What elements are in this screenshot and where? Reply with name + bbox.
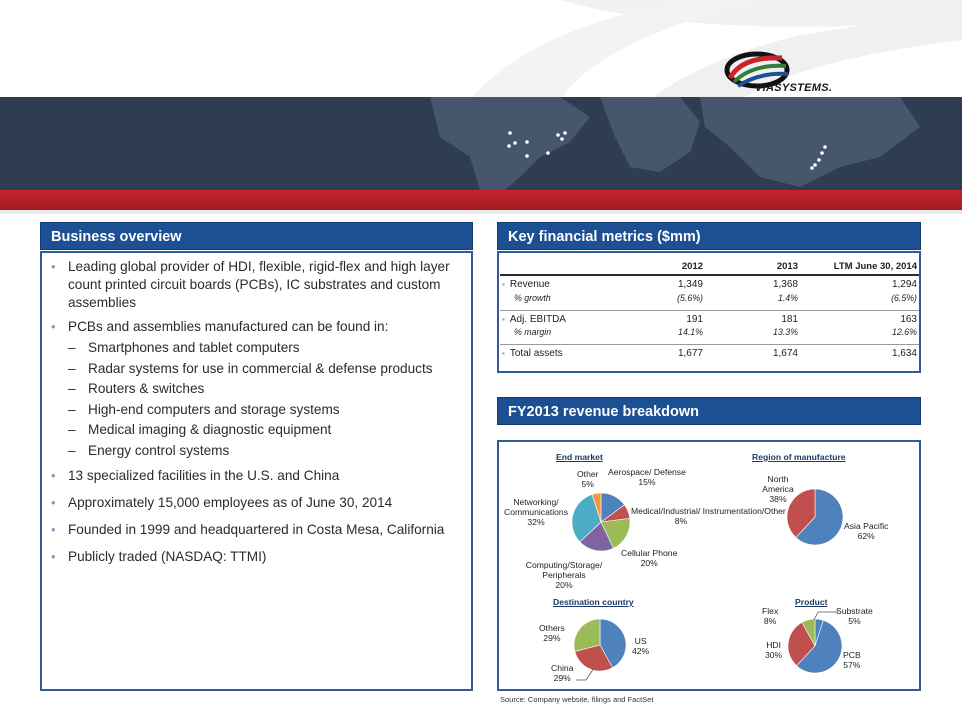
applications-sublist xyxy=(44,338,472,461)
column-header: 2012 xyxy=(630,258,705,275)
chart-title-product: Product xyxy=(795,597,828,607)
pie-label: North America 38% xyxy=(762,474,794,504)
overview-bullet xyxy=(44,548,472,566)
revenue-breakdown-header: FY2013 revenue breakdown xyxy=(497,397,921,425)
column-header: 2013 xyxy=(705,258,800,275)
pie-label: Medical/Industrial/ Instrumentation/Other 8% xyxy=(631,506,786,526)
bullet-icon: • xyxy=(51,259,56,274)
overview-bullet xyxy=(44,521,472,539)
end-market-pie xyxy=(570,491,632,553)
product-slices xyxy=(788,619,842,673)
pie-label: Substrate 5% xyxy=(836,606,873,626)
bullet-text: Approximately 15,000 employees as of June 30, 2014 xyxy=(68,495,393,510)
pie-label: Computing/Storage/ Peripherals 20% xyxy=(525,560,603,590)
bullet-text: Publicly traded (NASDAQ: TTMI) xyxy=(68,549,267,564)
chart-title-region: Region of manufacture xyxy=(752,452,846,462)
bullet-text: PCBs and assemblies manufactured can be found in: xyxy=(68,319,389,334)
pie-label: Cellular Phone 20% xyxy=(621,548,678,568)
chart-title-end-market: End market xyxy=(556,452,603,462)
table-row: ▪ Total assets 1,677 1,674 1,634 xyxy=(502,348,917,359)
logo-wordmark: VIASYSTEMS. xyxy=(755,82,833,94)
sub-item: – Routers & switches xyxy=(68,381,205,396)
table-header-row xyxy=(500,258,919,275)
overview-bullet xyxy=(44,318,472,336)
source-note: Source: Company website, filings and FactSet xyxy=(500,695,654,704)
china-leader-line xyxy=(574,664,598,682)
financial-metrics-header: Key financial metrics ($mm) xyxy=(497,222,921,250)
bullet-text: 13 specialized facilities in the U.S. and China xyxy=(68,468,340,483)
header-banner xyxy=(0,97,962,190)
end-market-slices xyxy=(572,493,630,551)
sub-item: – Radar systems for use in commercial & defense products xyxy=(68,360,433,376)
bullet-icon: • xyxy=(51,522,56,537)
pie-label: Flex 8% xyxy=(762,606,779,626)
bullet-text: Leading global provider of HDI, flexible, rigid-flex and high layer count printed circuit boards (PCBs), IC substrates and custom assemblies xyxy=(68,259,450,310)
sub-item: – Energy control systems xyxy=(68,442,230,458)
chart-title-destination: Destination country xyxy=(553,597,634,607)
sub-item: – Medical imaging & diagnostic equipment xyxy=(68,422,332,437)
bullet-icon: • xyxy=(51,549,56,564)
table-row: % growth (5.6%) 1.4% (6.5%) xyxy=(514,292,917,303)
substrate-leader-line xyxy=(812,608,840,622)
bullet-icon: • xyxy=(51,468,56,483)
table-row: % margin 14.1% 13.3% 12.6% xyxy=(514,327,917,337)
bullet-icon: • xyxy=(51,495,56,510)
header-stripe-shadow xyxy=(0,210,962,214)
overview-bullet xyxy=(44,258,472,312)
overview-bullet xyxy=(44,467,472,485)
table-row: ▪ Adj. EBITDA 191 181 163 xyxy=(502,313,917,325)
table-row: ▪ Revenue 1,349 1,368 1,294 xyxy=(502,279,917,290)
header-red-stripe xyxy=(0,190,962,210)
pie-label: Aerospace/ Defense 15% xyxy=(608,467,686,487)
pie-label: HDI 30% xyxy=(765,640,783,660)
bullet-icon: ▪ xyxy=(502,349,505,358)
pie-label: Others 29% xyxy=(539,623,565,643)
pie-label: PCB 57% xyxy=(843,650,861,670)
overview-bullet-list xyxy=(44,258,472,572)
world-map-icon xyxy=(0,97,962,190)
pie-label: US 42% xyxy=(632,636,650,656)
business-overview-header: Business overview xyxy=(40,222,473,250)
bullet-icon: ▪ xyxy=(502,280,505,289)
column-header: LTM June 30, 2014 xyxy=(800,258,919,275)
bullet-text: Founded in 1999 and headquartered in Costa Mesa, California xyxy=(68,522,445,537)
sub-item: – Smartphones and tablet computers xyxy=(68,340,300,355)
pie-label: Asia Pacific 62% xyxy=(844,521,889,541)
sub-item: – High-end computers and storage systems xyxy=(68,401,340,417)
pie-label: China 29% xyxy=(551,663,574,683)
pie-label: Other 5% xyxy=(577,469,599,489)
financial-metrics-table xyxy=(500,258,919,360)
overview-bullet xyxy=(44,494,472,512)
bullet-icon: ▪ xyxy=(502,314,505,324)
bullet-icon: • xyxy=(51,319,56,334)
pie-label: Networking/ Communications 32% xyxy=(504,497,568,527)
